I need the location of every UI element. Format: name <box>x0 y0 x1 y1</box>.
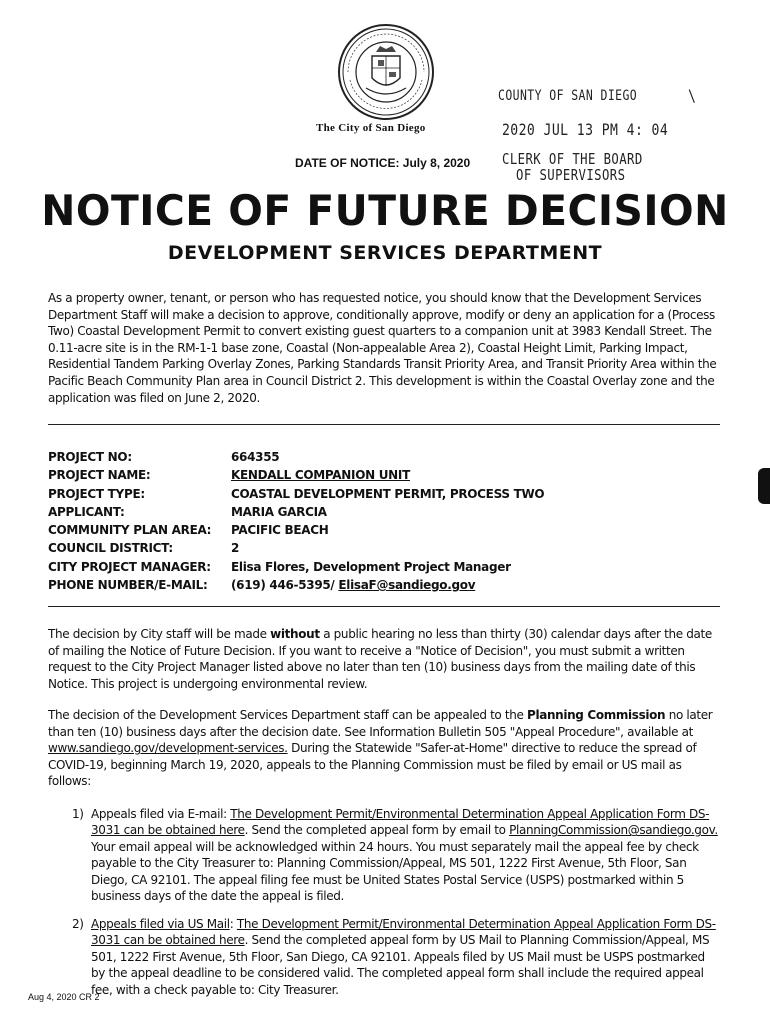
stamp-clerk-line2: OF SUPERVISORS <box>516 166 626 184</box>
appeal-form-link[interactable]: The Development Permit/Environmental Determination Appeal Application Form DS-3031 can be obtained here <box>91 917 716 948</box>
text: a public hearing no less than thirty (30) calendar days after the date of mailing the Notice of Future Decision. If you want to receive a "Notice of Decision", you must submit a written request to the City Project Manager listed above no later than ten (10) business days from the mailing date of this Notice. This project is undergoing environmental review. <box>48 627 712 691</box>
info-value: Elisa Flores, Development Project Manager <box>231 559 511 574</box>
list-body <box>91 806 722 904</box>
info-label: PROJECT NAME: <box>48 468 151 483</box>
info-label: PHONE NUMBER/E-MAIL: <box>48 578 208 593</box>
intro-paragraph: As a property owner, tenant, or person who has requested notice, you should know that the Development Services Department Staff will make a decision to approve, conditionally approve, modify or deny an application for a (Process Two) Coastal Development Permit to convert existing guest quarters to a companion unit at 3983 Kendall Street. The 0.11-acre site is in the RM-1-1 base zone, Coastal (Non-appealable Area 2), Coastal Height Limit, Parking Impact, Residential Tandem Parking Overlay Zones, Parking Standards Transit Priority Area, and Transit Priority Area within the Pacific Beach Community Plan area in Council District 2. This development is within the Coastal Overlay zone and the application was filed on June 2, 2020. <box>48 291 717 405</box>
text: The decision by City staff will be made <box>48 627 271 641</box>
manager-email-link[interactable]: ElisaF@sandiego.gov <box>338 578 476 593</box>
info-label: CITY PROJECT MANAGER: <box>48 559 211 574</box>
development-services-link[interactable]: www.sandiego.gov/development-services. <box>48 741 288 756</box>
decision-paragraph <box>48 626 718 692</box>
info-row-project-type <box>48 487 544 505</box>
page-title: NOTICE OF FUTURE DECISION <box>41 186 729 235</box>
info-label: PROJECT TYPE: <box>48 486 145 501</box>
footer-date-stamp: Aug 4, 2020 CR 2 <box>28 992 100 1002</box>
info-row-community-plan <box>48 523 544 541</box>
appeal-option-us-mail <box>72 916 722 998</box>
divider <box>48 606 720 607</box>
emphasis-text: without <box>270 627 320 641</box>
stamp-clerk-line1: CLERK OF THE BOARD <box>502 150 643 168</box>
info-value: 2 <box>231 541 240 556</box>
text: Appeals filed via E-mail: <box>91 807 231 821</box>
list-number: 2) <box>72 917 84 931</box>
appeal-paragraph <box>48 707 718 790</box>
appeal-form-link[interactable]: The Development Permit/Environmental Determination Appeal Application Form DS-3031 can be obtained here <box>91 807 710 838</box>
text: During the Statewide "Safer-at-Home" directive to reduce the spread of COVID-19, beginning March 19, 2020, appeals to the Planning Commission must be filed by email or US mail as follows: <box>48 741 697 789</box>
info-row-project-name <box>48 468 544 486</box>
text: . Send the completed appeal form by email to <box>244 823 510 838</box>
project-info-table <box>48 450 544 596</box>
info-value: PACIFIC BEACH <box>231 523 329 538</box>
city-seal-logo <box>336 22 436 122</box>
text: Your email appeal will be acknowledged within 24 hours. You must separately mail the appeal fee by check payable to the City Treasurer to: Planning Commission/Appeal, MS 501, 1222 First Avenue, 5th Floor, San Diego, CA 92101. The appeal filing fee must be United States Postal Service (USPS) postmarked within 5 business days of the date the appeal is filed. <box>91 839 699 904</box>
info-row-phone-email <box>48 578 544 596</box>
info-row-project-no <box>48 450 544 468</box>
list-number: 1) <box>72 807 84 821</box>
info-value: COASTAL DEVELOPMENT PERMIT, PROCESS TWO <box>231 486 545 501</box>
info-value: MARIA GARCIA <box>231 504 327 519</box>
text: The decision of the Development Services Department staff can be appealed to the <box>48 708 527 722</box>
date-of-notice: DATE OF NOTICE: July 8, 2020 <box>295 156 471 170</box>
phone-number: (619) 446-5395/ <box>231 578 339 593</box>
info-row-council-district <box>48 541 544 559</box>
info-row-applicant <box>48 505 544 523</box>
info-value <box>231 578 475 596</box>
text: . Send the completed appeal form by US Mail to Planning Commission/Appeal, MS 501, 1222 First Avenue, 5th Floor, San Diego, CA 92101. Appeals filed by US Mail must be USPS postmarked by the appeal deadline to be considered valid. The completed appeal form shall include the required appeal fee, with a check payable to: City Treasurer. <box>91 933 710 997</box>
info-label: APPLICANT: <box>48 504 125 519</box>
list-body <box>91 916 722 998</box>
planning-commission-email-link[interactable]: PlanningCommission@sandiego.gov. <box>509 823 718 838</box>
stamp-county: COUNTY OF SAN DIEGO <box>498 88 638 104</box>
text: Appeals filed via US Mail <box>91 917 230 931</box>
department-subtitle: DEVELOPMENT SERVICES DEPARTMENT <box>167 242 603 264</box>
divider <box>48 424 720 425</box>
info-label: COUNCIL DISTRICT: <box>48 541 173 556</box>
text: no later than ten (10) business days after the decision date. See Information Bulletin 505 "Appeal Procedure", available at <box>48 708 713 739</box>
stamp-mark: \ <box>688 86 697 105</box>
text: : <box>229 917 237 931</box>
info-value: KENDALL COMPANION UNIT <box>231 468 410 483</box>
info-label: COMMUNITY PLAN AREA: <box>48 523 212 538</box>
city-name: The City of San Diego <box>316 122 426 134</box>
emphasis-text: Planning Commission <box>527 708 666 722</box>
info-label: PROJECT NO: <box>48 450 132 464</box>
scan-edge-mark <box>758 468 770 504</box>
info-value: 664355 <box>231 450 280 464</box>
appeal-option-email <box>72 806 722 904</box>
stamp-received-date: 2020 JUL 13 PM 4: 04 <box>502 120 669 139</box>
info-row-project-manager <box>48 560 544 578</box>
